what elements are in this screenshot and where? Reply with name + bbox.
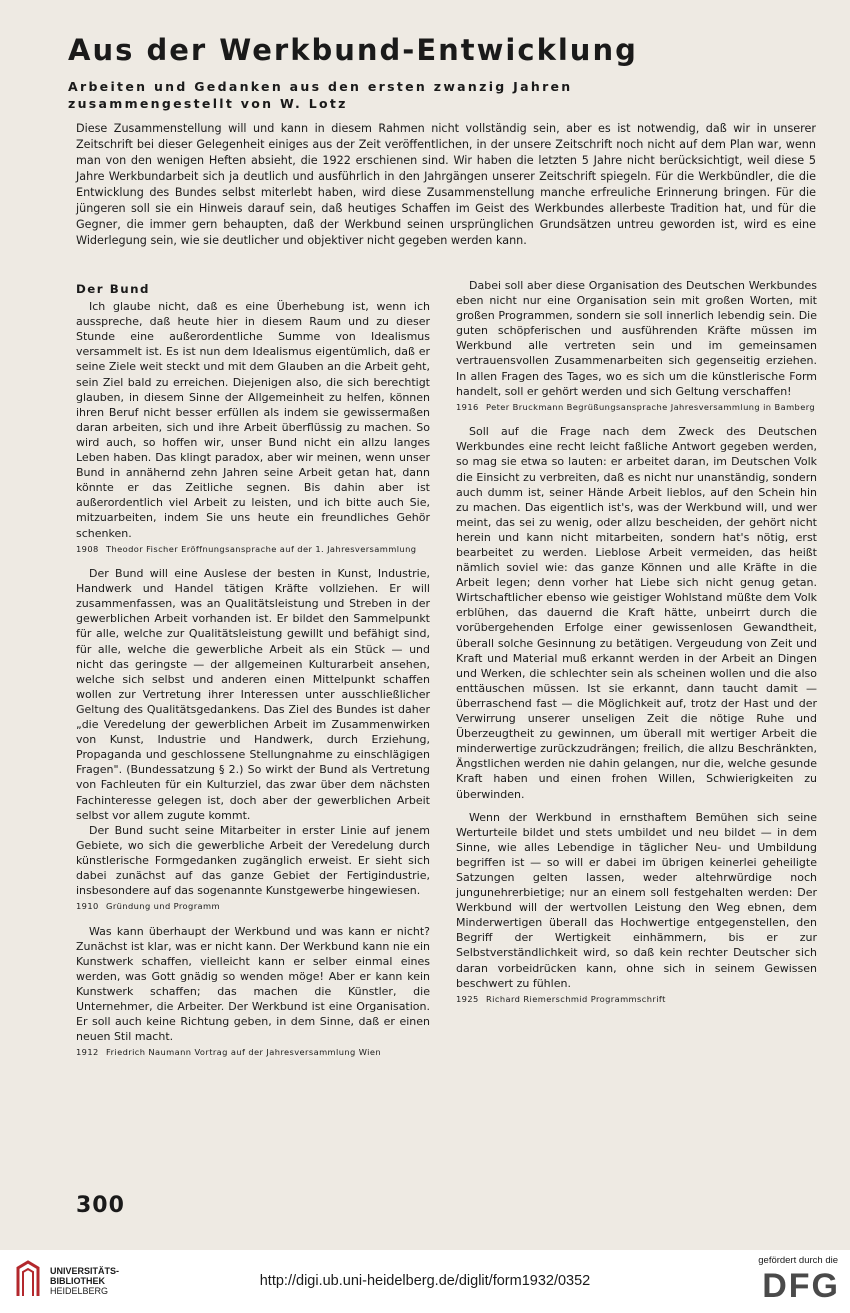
- citation-source: Friedrich Naumann Vortrag auf der Jahresversammlung Wien: [106, 1047, 382, 1058]
- subtitle: [68, 78, 573, 112]
- permalink-url[interactable]: http://digi.ub.uni-heidelberg.de/diglit/form1932/0352: [259, 1273, 591, 1289]
- citation: [76, 544, 430, 555]
- section-heading: Der Bund: [76, 282, 150, 296]
- paragraph: Der Bund will eine Auslese der besten in Kunst, Industrie, Handwerk und Handel tätigen Kräfte vollziehen. Er will zusammenfassen, was an Qualitätsleistung und Streben in der gewerblichen Arbeit vorhanden ist. Er bildet den Sammelpunkt für alle, welche zur Qualitätsleistung gewillt und befähigt sind, für alle, welche die gewerbliche Arbeit als ein Stück — und nicht das geringste — der allgemeinen Kulturarbeit ansehen, welche sich selbst und anderen einen Mittelpunkt schaffen wollen zur Vertretung ihrer Interessen unter ausschließlicher Geltung des Qualitätsgedankens. Das Ziel des Bundes ist daher „die Veredelung der gewerblichen Arbeit im Zusammenwirken von Kunst, Industrie und Handwerk, durch Erziehung, Propaganda und geschlossene Stellungnahme zu einschlägigen Fragen". (Bundessatzung § 2.) So wirkt der Bund als Vertretung von Fachleuten für ein Kulturziel, das zwar über dem nächsten Fachinteresse gelegen ist, doch aber der gewerblichen Arbeit selbst vor allem zugute kommt.: [76, 567, 430, 822]
- paragraph: Dabei soll aber diese Organisation des Deutschen Werkbundes eben nicht nur eine Organisation sein mit großen Worten, mit großen Programmen, sondern sie soll innerlich lebendig sein. Die guten schöpferischen und ausführenden Kräfte müssen im Werkbund alle vertreten sein und im gemeinsamen vertrauensvollen Zusammenarbeiten sich gegenseitig erziehen. In allen Fragen des Tages, wo es sich um die künstlerische Form handelt, soll er gehört werden und sich Geltung verschaffen!: [456, 279, 817, 398]
- paragraph: Ich glaube nicht, daß es eine Überhebung ist, wenn ich ausspreche, daß heute hier in diesem Raum und zu dieser Stunde eine außerordentliche Summe von Idealismus versammelt ist. Es ist nun dem Idealismus eigentümlich, daß er seine Ziele weit steckt und mit dem Glauben an die Arbeit geht, sein Ziel bald zu erreichen. Diejenigen also, die sich berechtigt glauben, in diesem Sinne der Allgemeinheit zu helfen, können ihren Beruf nicht besser erfüllen als indem sie gewissermaßen daran arbeiten, sich und ihre Arbeit überflüssig zu machen. So wird auch, so hoffen wir, unser Bund nicht ein allzu langes Leben haben. Das klingt paradox, aber wir meinen, wenn unser Bund in annähernd zehn Jahren seine Arbeit getan hat, dann könnte er das Zeitliche segnen. Bis dahin aber ist außerordentlich viel Arbeit zu leisten, und ich bitte auch Sie, mitzuarbeiten, indem Sie uns heute ein freundliches Gehör schenken.: [76, 300, 430, 540]
- citation-year: 1916: [456, 401, 479, 412]
- citation: [76, 1047, 430, 1058]
- right-column: [456, 278, 817, 1016]
- library-name-line: UNIVERSITÄTS-: [50, 1266, 120, 1276]
- dfg-logo: DFG: [762, 1267, 840, 1305]
- page-title: Aus der Werkbund-Entwicklung: [68, 33, 638, 67]
- left-column: [76, 278, 430, 1070]
- footer-bar: [0, 1250, 850, 1313]
- citation-year: 1910: [76, 901, 99, 912]
- library-name-line: HEIDELBERG: [50, 1286, 109, 1296]
- paragraph: Was kann überhaupt der Werkbund und was kann er nicht? Zunächst ist klar, was er nicht kann. Der Werkbund kann nie ein Kunstwerk schaffen, vielleicht kann er selber einmal eines werden, was Gott gnädig so wenden möge! Aber er kann kein Kunstwerk schaffen; das machen die Künstler, die Unternehmer, die Arbeiter. Der Werkbund ist eine Organisation. Er soll auch keine Richtung geben, in dem Sinne, daß er einen neuen Stil macht.: [76, 924, 430, 1044]
- citation-source: Richard Riemerschmid Programmschrift: [486, 993, 666, 1004]
- citation-source: Theodor Fischer Eröffnungsansprache auf der 1. Jahresversammlung: [106, 543, 417, 554]
- citation: [456, 402, 817, 413]
- citation: [456, 994, 817, 1005]
- citation-source: Peter Bruckmann Begrüßungsansprache Jahresversammlung in Bamberg: [486, 401, 816, 412]
- paragraph: Wenn der Werkbund in ernsthaftem Bemühen sich seine Werturteile bildet und stets umbildet und neu bildet — in dem Sinne, wie alles Lebendige in täglicher Neu- und Umbildung begriffen ist — so will er dabei im übrigen keinerlei geheiligte Satzungen gelten lassen, weder altehrwürdige noch jungunehrerbietige; nur an einem soll festgehalten werden: Der Werkbund will der wertvollen Leistung den Weg ebnen, dem Minderwertigen überall das Hochwertige entgegenstellen, den Begriff der Wertigkeit einhämmern, bis er zur Selbstverständlichkeit wird, so daß kein rechter Deutscher sich daran vorbeidrücken kann, ohne sich in seinem Gewissen beschwert zu fühlen.: [456, 810, 817, 990]
- page-number: 300: [76, 1193, 125, 1218]
- subtitle-line: Arbeiten und Gedanken aus den ersten zwanzig Jahren: [68, 79, 573, 94]
- subtitle-line: zusammengestellt von W. Lotz: [68, 96, 348, 111]
- paragraph: Soll auf die Frage nach dem Zweck des Deutschen Werkbundes eine recht leicht faßliche Antwort gegeben werden, so mag sie etwa so lauten: er arbeitet daran, im Deutschen Volk die Einsicht zu verbreiten, daß es nicht nur unanständig, sondern auch dumm ist, seiner Hände Arbeit lieblos, auf den Schein hin zu machen. Das eigentlich ist's, was der Werkbund will, und wer meint, das sei zu wenig, oder allzu bescheiden, der gehört nicht herein und kann nicht mitarbeiten, sondern hat's nötig, erst bearbeitet zu werden. Lieblose Arbeit vermeiden, das heißt nämlich soviel wie: das ganze Können und alle Kräfte in die Arbeit legen; denn vorher hat Liebe sich nicht genug getan. Wirtschaftlicher ebenso wie geistiger Wohlstand müßte dem Volk erblühen, das dauernd die Kraft hätte, unbeirrt durch die vorübergehenden Erfolge einer gewissenlosen Gewandtheit, überall solche Gesinnung zu betätigen. Vergeudung von Zeit und Kraft und Material muß erkannt werden in der Arbeit an Dingen und Werken, die schlechter sein als scheinen wollen und die also enttäuschen müssen. Ist sie erkannt, dann taucht damit — überraschend fast — die Möglichkeit auf, trotz der Hast und der Verwirrung unserer unseligen Zeit die nötige Ruhe und Überzeugtheit zu gewinnen, um überall mit wertiger Arbeit die minderwertige zurückzudrängen; freilich, die allzu Beschränkten, Ängstlichen werden nie dahin gelangen, nur die, welche gesunde Kraft haben und einen frohen Willen, Schwierigkeiten zu überwinden.: [456, 425, 817, 801]
- citation-year: 1925: [456, 993, 479, 1004]
- library-name-line: BIBLIOTHEK: [50, 1276, 105, 1286]
- citation-year: 1912: [76, 1047, 99, 1058]
- citation: [76, 901, 430, 912]
- citation-year: 1908: [76, 543, 99, 554]
- funded-by-label: gefördert durch die: [758, 1255, 838, 1266]
- citation-source: Gründung und Programm: [106, 901, 220, 912]
- paragraph: Der Bund sucht seine Mitarbeiter in erster Linie auf jenem Gebiete, wo sich die gewerbliche Arbeit der Veredelung durch künstlerische Formgedanken zugänglich erweist. Er sieht sich dabei zunächst auf das ganze Gebiet der Fertigindustrie, insbesondere auf das sogenannte Kunstgewerbe hingewiesen.: [76, 823, 430, 898]
- intro-paragraph: Diese Zusammenstellung will und kann in diesem Rahmen nicht vollständig sein, aber es ist notwendig, daß wir in unserer Zeitschrift bei dieser Gelegenheit einiges aus der Zeit veröffentlichen, in der unsere Zeitschrift noch nicht auf dem Plan war, wenn man von den wenigen Heften absieht, die 1922 erschienen sind. Wir haben die letzten 5 Jahre nicht berücksichtigt, weil diese 5 Jahre Werkbundarbeit sich ja deutlich und ausführlich in den Jahrgängen unserer Zeitschrift spiegeln. Für die Werkbündler, die die Entwicklung des Bundes selbst miterlebt haben, wird diese Zusammenstellung manche erfreuliche Erinnerung bringen. Für die jüngeren soll sie ein Hinweis darauf sein, daß heutiges Schaffen im Geist des Werkbundes allerbeste Tradition hat, und für die Gegner, die immer gern behaupten, daß der Werkbund seinen ursprünglichen Grundsätzen untreu geworden ist, wird es eine Widerlegung sein, wie sie deutlicher und objektiver nicht gegeben werden kann.: [76, 122, 816, 247]
